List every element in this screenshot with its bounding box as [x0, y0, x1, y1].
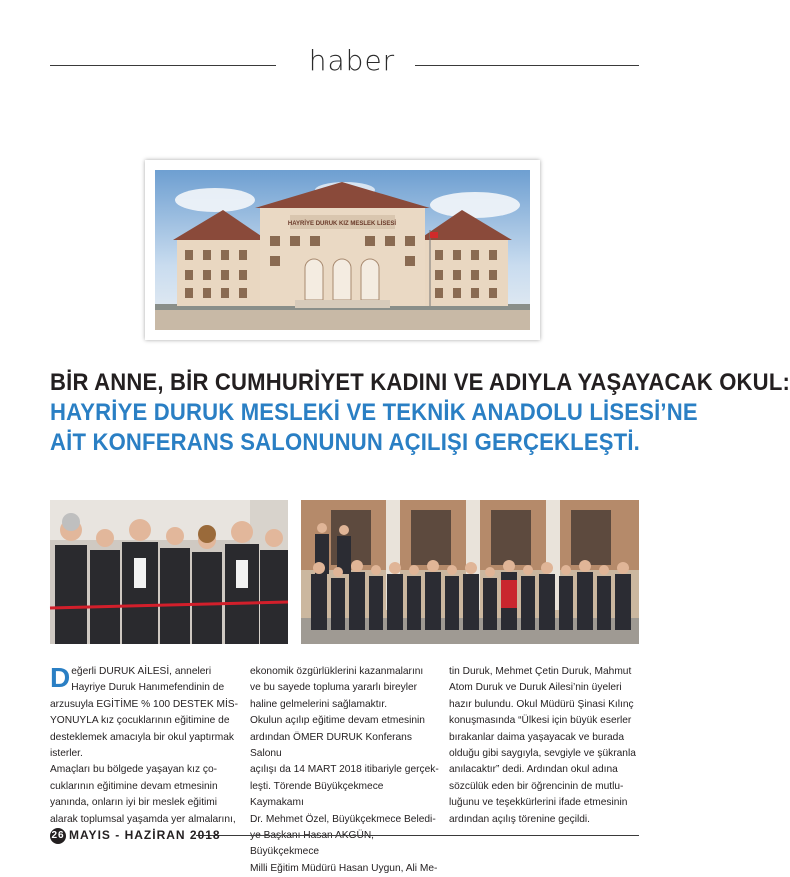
- article-column-2: [250, 664, 440, 877]
- col1-line: YONUYLA kız çocuklarının eğitimine de: [50, 715, 230, 727]
- col2-line: ekonomik özgürlüklerini kazanmalarını: [250, 666, 424, 677]
- col3-line: ardından açılış törenine geçildi.: [449, 813, 591, 825]
- col2-line: leşti. Törende Büyükçekmece Kaymakamı: [250, 780, 384, 809]
- footer-rule: [196, 835, 639, 836]
- col2-line: Milli Eğitim Müdürü Hasan Uygun, Ali Me-: [250, 862, 438, 874]
- col1-line: eğerli DURUK AİLESİ, anneleri: [71, 666, 212, 677]
- col3-line: tin Duruk, Mehmet Çetin Duruk, Mahmut: [449, 666, 632, 677]
- headline-line-2: HAYRİYE DURUK MESLEKİ VE TEKNİK ANADOLU LİSESİ’NE: [50, 399, 698, 426]
- article-column-3: [449, 664, 639, 828]
- headline-line-1: BİR ANNE, BİR CUMHURİYET KADINI VE ADIYLA YAŞAYACAK OKUL:: [50, 369, 790, 396]
- col3-line: olduğu gibi saygıyla, sevgiyle ve şükranla: [449, 748, 636, 760]
- header-rule-left: [50, 65, 276, 66]
- group-photo: [301, 500, 639, 644]
- hero-photo: [145, 160, 540, 340]
- headline-line-3: AİT KONFERANS SALONUNUN AÇILIŞI GERÇEKLEŞTİ.: [50, 429, 640, 456]
- col3-line: sözcülük eden bir öğrencinin de mutlu-: [449, 780, 624, 792]
- header-rule-right: [415, 65, 639, 66]
- col1-line: Amaçları bu bölgede yaşayan kız ço-: [50, 764, 218, 776]
- col2-line: Okulun açılıp eğitime devam etmesinin: [250, 715, 425, 727]
- col1-line: desteklemek amacıyla bir okul yaptırmak: [50, 731, 235, 743]
- col2-line: ve bu sayede topluma yararlı bireyler: [250, 682, 418, 694]
- col1-line: cuklarının eğitimine devam etmesinin: [50, 780, 218, 792]
- col1-line: arzusuyla EGİTİME % 100 DESTEK MİS-: [50, 698, 238, 710]
- col1-line: alarak toplumsal yaşamda yer almalarını,: [50, 813, 236, 825]
- page-footer: [50, 828, 221, 844]
- col2-line: açılışı da 14 MART 2018 itibariyle gerçek-: [250, 764, 439, 776]
- school-building-photo: [145, 160, 540, 340]
- col3-line: luğunu ve teşekkürlerini ifade etmesinin: [449, 797, 628, 809]
- col2-line: ardından ÖMER DURUK Konferans Salonu: [250, 731, 412, 760]
- col2-line: haline gelmelerini sağlamaktır.: [250, 698, 388, 710]
- page-number: 26: [50, 828, 66, 844]
- col3-line: Atom Duruk ve Duruk Ailesi’nin üyeleri: [449, 682, 622, 694]
- school-sign: HAYRİYE DURUK KIZ MESLEK LİSESİ: [287, 221, 397, 227]
- issue-date: MAYIS - HAZİRAN 2018: [69, 828, 221, 843]
- col2-line: Dr. Mehmet Özel, Büyükçekmece Beledi-: [250, 813, 436, 825]
- col2-line: Büyükçekmece: [250, 846, 320, 858]
- section-label: haber: [308, 44, 396, 77]
- col3-line: anılacaktır” dedi. Ardından okul adına: [449, 764, 618, 776]
- article-column-1: [50, 664, 240, 828]
- ribbon-cutting-photo: [50, 500, 288, 644]
- col1-line: Hayriye Duruk Hanımefendinin de: [71, 682, 225, 694]
- col3-line: konuşmasında “Ülkesi için büyük eserler: [449, 715, 632, 727]
- col3-line: hazır bulundu. Okul Müdürü Şinasi Kılınç: [449, 698, 634, 710]
- col1-line: isterler.: [50, 748, 83, 760]
- col1-line: yanında, onların iyi bir meslek eğitimi: [50, 797, 218, 809]
- dropcap: D: [50, 662, 71, 693]
- col3-line: bırakanlar daima yaşayacak ve burada: [449, 731, 624, 743]
